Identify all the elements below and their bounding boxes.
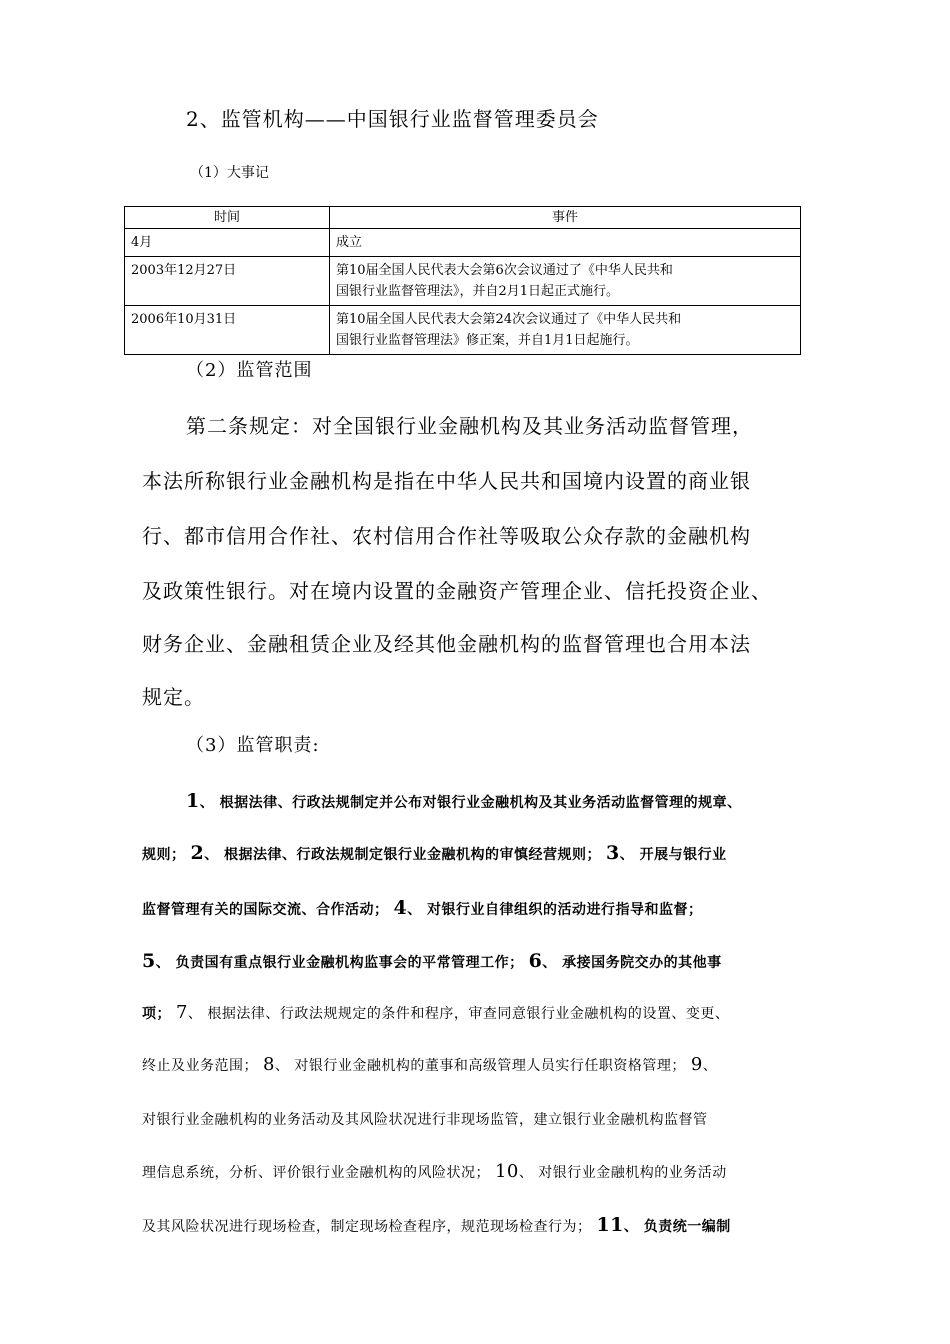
cell-time: 2003年12月27日 xyxy=(125,257,330,306)
cell-event: 第10届全国人民代表大会第6次会议通过了《中华人民共和 国银行业监督管理法》，并自2月1日起正式施行。 xyxy=(330,257,801,306)
duty-line: 1、 根据法律、行政法规制定并公布对银行业金融机构及其业务活动监督管理的规章、 xyxy=(186,790,742,812)
scope-line: 行、都市信用合作社、农村信用合作社等吸取公众存款的金融机构 xyxy=(142,524,751,548)
duty-line: 规则； 2、 根据法律、行政法规制定银行业金融机构的审慎经营规则； 3、 开展与银行业 xyxy=(142,842,727,864)
cell-time: 2006年10月31日 xyxy=(125,306,330,355)
scope-line: 第二条规定：对全国银行业金融机构及其业务活动监督管理， xyxy=(186,414,753,438)
table-header-row xyxy=(125,207,801,229)
chronicle-table xyxy=(124,206,801,355)
table-row xyxy=(125,229,801,257)
duty-line: 理信息系统，分析、评价银行业金融机构的风险状况； 10、 对银行业金融机构的业务活动 xyxy=(142,1161,727,1182)
scope-line: 财务企业、金融租赁企业及经其他金融机构的监督管理也合用本法 xyxy=(142,632,751,656)
duty-line: 5、 负责国有重点银行业金融机构监事会的平常管理工作； 6、 承接国务院交办的其他事 xyxy=(142,950,722,972)
scope-line: 规定。 xyxy=(142,685,205,709)
chronicle-title: （1）大事记 xyxy=(190,165,269,181)
duties-title: （3）监管职责: xyxy=(186,735,320,756)
scope-title: （2）监管范围 xyxy=(186,360,313,381)
table-row xyxy=(125,306,801,355)
duty-line: 及其风险状况进行现场检查，制定现场检查程序，规范现场检查行为； 11、 负责统一编制 xyxy=(142,1214,731,1236)
scope-line: 及政策性银行。对在境内设置的金融资产管理企业、信托投资企业、 xyxy=(142,579,772,603)
table-row xyxy=(125,257,801,306)
section-heading: 2、监管机构——中国银行业监督管理委员会 xyxy=(186,107,599,131)
scope-line: 本法所称银行业金融机构是指在中华人民共和国境内设置的商业银 xyxy=(142,469,751,493)
duty-line: 终止及业务范围； 8、 对银行业金融机构的董事和高级管理人员实行任职资格管理； 9、 xyxy=(142,1054,718,1075)
cell-event: 成立 xyxy=(330,229,801,257)
header-time: 时间 xyxy=(125,207,330,229)
duty-line: 项； 7、 根据法律、行政法规规定的条件和程序，审查同意银行业金融机构的设置、变更、 xyxy=(142,1002,730,1023)
cell-event: 第10届全国人民代表大会第24次会议通过了《中华人民共和 国银行业监督管理法》修正案，并自1月1日起施行。 xyxy=(330,306,801,355)
duty-line: 监督管理有关的国际交流、合作活动； 4、 对银行业自律组织的活动进行指导和监督； xyxy=(142,897,703,919)
duty-line: 对银行业金融机构的业务活动及其风险状况进行非现场监管，建立银行业金融机构监督管 xyxy=(142,1112,708,1128)
cell-time: 4月 xyxy=(125,229,330,257)
header-event: 事件 xyxy=(330,207,801,229)
